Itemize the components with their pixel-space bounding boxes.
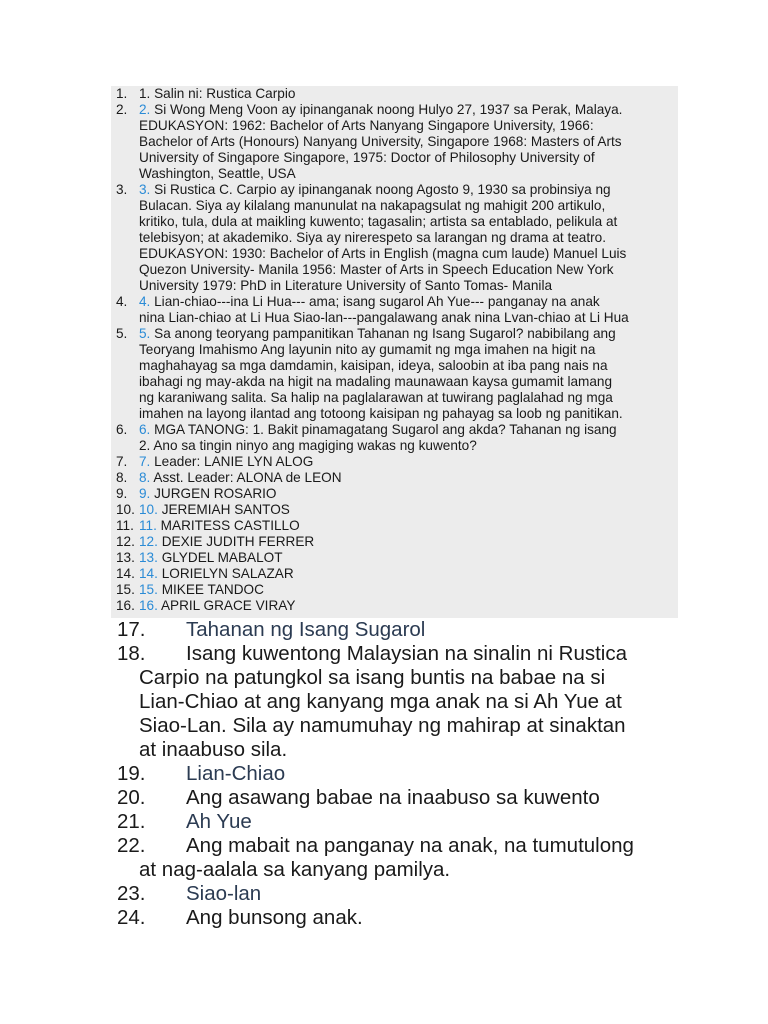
note-number: 7.	[116, 454, 128, 469]
note-line: maghahayag sa mga damdamin, kaisipan, ideya, saloobin at iba pang nais na	[139, 358, 608, 373]
note-line: telebisyon; at akademiko. Siya ay nirerespeto sa larangan ng drama at teatro.	[139, 230, 606, 245]
note-link-number[interactable]: 11.	[139, 518, 157, 533]
note-link-number[interactable]: 7.	[139, 454, 151, 469]
note-text	[139, 518, 679, 534]
note-text	[139, 598, 679, 614]
note-text	[139, 566, 679, 582]
note-text	[139, 182, 679, 294]
note-link-number[interactable]: 6.	[139, 422, 151, 437]
note-number: 16.	[116, 598, 135, 613]
note-item	[0, 454, 768, 470]
note-line: 2. Ano sa tingin ninyo ang magiging wakas ng kuwento?	[139, 438, 477, 453]
note-line: kritiko, tula, dula at maikling kuwento; tagasalin; artista sa entablado, pelikula at	[139, 214, 618, 229]
note-link-number[interactable]: 8.	[139, 470, 151, 485]
note-item	[0, 550, 768, 566]
note-line: imahen na layong ilantad ang totoong kaisipan ng pahayag sa loob ng panitikan.	[139, 406, 623, 421]
note-line: University of Singapore Singapore, 1975: Doctor of Philosophy University of	[139, 150, 595, 165]
note-link-number[interactable]: 9.	[139, 486, 151, 501]
note-line: JURGEN ROSARIO	[154, 486, 277, 501]
note-text	[139, 470, 679, 486]
note-link-number[interactable]: 14.	[139, 566, 158, 581]
note-number: 5.	[116, 326, 128, 341]
note-item	[0, 182, 768, 294]
note-line: Asst. Leader: ALONA de LEON	[153, 470, 342, 485]
summary-line: Ang mabait na panganay na anak, na tumutulong	[186, 834, 634, 857]
note-item	[0, 534, 768, 550]
note-link-number[interactable]: 2.	[139, 102, 151, 117]
note-line: Si Rustica C. Carpio ay ipinanganak noong Agosto 9, 1930 sa probinsiya ng	[154, 182, 611, 197]
note-number: 8.	[116, 470, 128, 485]
summary-line: Siao-lan	[186, 882, 262, 905]
note-link-number[interactable]: 16.	[139, 598, 158, 613]
note-item	[0, 326, 768, 422]
note-line: EDUKASYON: 1962: Bachelor of Arts Nanyang Singapore University, 1966:	[139, 118, 594, 133]
note-line: JEREMIAH SANTOS	[161, 502, 290, 517]
note-number: 3.	[116, 182, 128, 197]
note-line: MGA TANONG: 1. Bakit pinamagatang Sugarol ang akda? Tahanan ng isang	[154, 422, 617, 437]
note-text	[139, 582, 679, 598]
note-link-number[interactable]: 15.	[139, 582, 158, 597]
notes-list	[0, 86, 768, 614]
summary-line: Ang asawang babae na inaabuso sa kuwento	[186, 786, 600, 809]
summary-heading-item	[0, 618, 768, 642]
summary-number: 24.	[117, 906, 146, 929]
note-line: 1. Salin ni: Rustica Carpio	[139, 86, 296, 101]
note-link-number[interactable]: 3.	[139, 182, 151, 197]
note-item	[0, 518, 768, 534]
summary-line: Lian-Chiao	[186, 762, 286, 785]
summary-number: 22.	[117, 834, 146, 857]
note-number: 6.	[116, 422, 128, 437]
summary-line: at nag-aalala sa kanyang pamilya.	[139, 858, 451, 881]
note-line: Lian-chiao---ina Li Hua--- ama; isang sugarol Ah Yue--- panganay na anak	[154, 294, 600, 309]
note-line: GLYDEL MABALOT	[161, 550, 283, 565]
summary-line: Ang bunsong anak.	[186, 906, 363, 929]
summary-line: at inaabuso sila.	[139, 738, 288, 761]
note-link-number[interactable]: 4.	[139, 294, 151, 309]
note-line: ibahagi ng may-akda na higit na madaling maunawaan kaysa gumamit lamang	[139, 374, 613, 389]
note-text	[139, 326, 679, 422]
note-number: 4.	[116, 294, 128, 309]
note-text	[139, 550, 679, 566]
note-number: 11.	[116, 518, 134, 533]
note-number: 15.	[116, 582, 135, 597]
summary-description-item	[0, 642, 768, 762]
note-line: Teoryang Imahismo Ang layunin nito ay gumamit ng mga imahen na higit na	[139, 342, 596, 357]
note-item	[0, 102, 768, 182]
note-line: Washington, Seattle, USA	[139, 166, 296, 181]
note-line: DEXIE JUDITH FERRER	[161, 534, 315, 549]
summary-line: Ah Yue	[186, 810, 252, 833]
summary-line: Carpio na patungkol sa isang buntis na babae na si	[139, 666, 606, 689]
note-line: University 1979: PhD in Literature University of Santo Tomas- Manila	[139, 278, 553, 293]
summary-line: Siao-Lan. Sila ay namumuhay ng mahirap at sinaktan	[139, 714, 626, 737]
note-item	[0, 502, 768, 518]
note-text	[139, 422, 679, 454]
note-item	[0, 86, 768, 102]
summary-description-item	[0, 906, 768, 930]
summary-heading-item	[0, 882, 768, 906]
summary-number: 23.	[117, 882, 146, 905]
summary-line: Lian-Chiao at ang kanyang mga anak na si Ah Yue at	[139, 690, 622, 713]
note-item	[0, 598, 768, 614]
note-item	[0, 470, 768, 486]
summary-number: 20.	[117, 786, 146, 809]
note-line: Quezon University- Manila 1956: Master of Arts in Speech Education New York	[139, 262, 614, 277]
note-line: nina Lian-chiao at Li Hua Siao-lan---pangalawang anak nina Lvan-chiao at Li Hua	[139, 310, 629, 325]
note-link-number[interactable]: 5.	[139, 326, 151, 341]
note-link-number[interactable]: 12.	[139, 534, 158, 549]
note-line: Bachelor of Arts (Honours) Nanyang University, Singapore 1968: Masters of Arts	[139, 134, 622, 149]
summary-number: 21.	[117, 810, 146, 833]
note-number: 10.	[116, 502, 135, 517]
summary-heading-item	[0, 810, 768, 834]
note-link-number[interactable]: 10.	[139, 502, 158, 517]
note-number: 13.	[116, 550, 135, 565]
note-line: MARITESS CASTILLO	[160, 518, 300, 533]
note-number: 14.	[116, 566, 135, 581]
note-line: LORIELYN SALAZAR	[161, 566, 294, 581]
note-line: Si Wong Meng Voon ay ipinanganak noong Hulyo 27, 1937 sa Perak, Malaya.	[154, 102, 623, 117]
summary-number: 18.	[117, 642, 146, 665]
note-line: ng karaniwang salita. Sa halip na paglalarawan at tuwirang paglalahad ng mga	[139, 390, 613, 405]
note-number: 1.	[116, 86, 128, 101]
note-item	[0, 566, 768, 582]
note-number: 12.	[116, 534, 135, 549]
note-link-number[interactable]: 13.	[139, 550, 158, 565]
note-item	[0, 582, 768, 598]
note-text	[139, 486, 679, 502]
note-text	[139, 534, 679, 550]
note-number: 9.	[116, 486, 128, 501]
summary-number: 17.	[117, 618, 146, 641]
note-text	[139, 102, 679, 182]
summary-description-item	[0, 834, 768, 882]
note-text	[139, 502, 679, 518]
note-line: APRIL GRACE VIRAY	[160, 598, 296, 613]
summary-number: 19.	[117, 762, 146, 785]
summary-heading-item	[0, 762, 768, 786]
summary-list	[0, 618, 768, 930]
summary-line: Isang kuwentong Malaysian na sinalin ni Rustica	[186, 642, 628, 665]
note-line: Sa anong teoryang pampanitikan Tahanan ng Isang Sugarol? nabibilang ang	[154, 326, 616, 341]
note-item	[0, 294, 768, 326]
note-line: Leader: LANIE LYN ALOG	[154, 454, 314, 469]
note-text	[139, 86, 679, 102]
note-item	[0, 486, 768, 502]
summary-description-item	[0, 786, 768, 810]
note-text	[139, 454, 679, 470]
note-line: Bulacan. Siya ay kilalang manunulat na nakapagsulat ng mahigit 200 artikulo,	[139, 198, 606, 213]
note-item	[0, 422, 768, 454]
note-text	[139, 294, 679, 326]
note-line: EDUKASYON: 1930: Bachelor of Arts in English (magna cum laude) Manuel Luis	[139, 246, 627, 261]
summary-line: Tahanan ng Isang Sugarol	[186, 618, 426, 641]
note-line: MIKEE TANDOC	[161, 582, 264, 597]
note-number: 2.	[116, 102, 128, 117]
